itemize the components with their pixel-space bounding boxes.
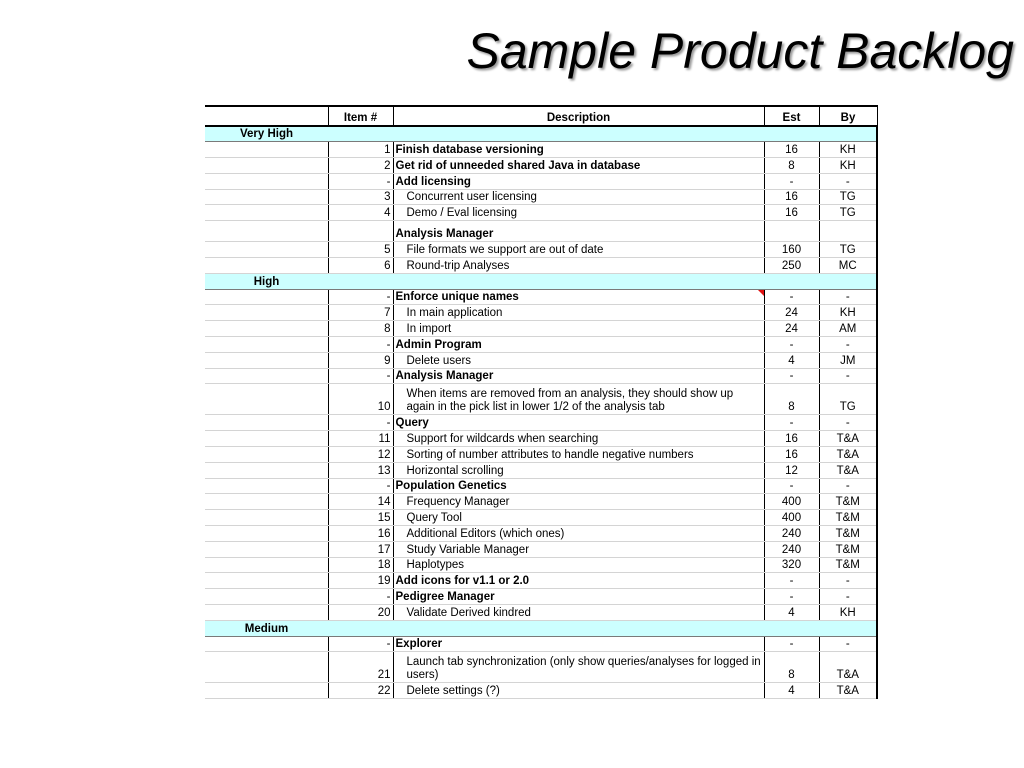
item-description: Analysis Manager xyxy=(393,221,764,242)
item-owner: T&A xyxy=(819,447,877,463)
priority-group-row xyxy=(205,126,877,142)
item-number: 18 xyxy=(328,557,393,573)
table-row xyxy=(205,305,877,321)
item-number: 4 xyxy=(328,205,393,221)
item-estimate: 16 xyxy=(764,447,819,463)
item-description: Analysis Manager xyxy=(393,368,764,384)
table-row xyxy=(205,510,877,526)
item-description: File formats we support are out of date xyxy=(393,242,764,258)
item-number: - xyxy=(328,368,393,384)
item-estimate: 400 xyxy=(764,510,819,526)
item-description: Support for wildcards when searching xyxy=(393,431,764,447)
item-description: Horizontal scrolling xyxy=(393,462,764,478)
item-number: 6 xyxy=(328,258,393,274)
item-owner: MC xyxy=(819,258,877,274)
item-owner: T&M xyxy=(819,557,877,573)
item-number: - xyxy=(328,589,393,605)
table-row xyxy=(205,321,877,337)
item-number: 20 xyxy=(328,605,393,621)
table-row xyxy=(205,258,877,274)
item-owner: - xyxy=(819,636,877,652)
table-row xyxy=(205,289,877,305)
table-row xyxy=(205,242,877,258)
item-owner: KH xyxy=(819,305,877,321)
priority-cell xyxy=(205,557,328,573)
item-number: - xyxy=(328,337,393,353)
priority-cell xyxy=(205,589,328,605)
item-estimate xyxy=(764,221,819,242)
table-row xyxy=(205,589,877,605)
item-owner: TG xyxy=(819,189,877,205)
priority-cell xyxy=(205,305,328,321)
item-estimate: - xyxy=(764,289,819,305)
item-description: Launch tab synchronization (only show queries/analyses for logged in users) xyxy=(393,652,764,683)
priority-band xyxy=(328,126,877,142)
priority-cell xyxy=(205,158,328,174)
priority-cell xyxy=(205,683,328,699)
item-number: 1 xyxy=(328,142,393,158)
priority-cell xyxy=(205,652,328,683)
item-description-with-comment: Enforce unique names xyxy=(393,289,764,305)
item-description: Add icons for v1.1 or 2.0 xyxy=(393,573,764,589)
table-row xyxy=(205,494,877,510)
priority-band xyxy=(328,273,877,289)
table-row xyxy=(205,573,877,589)
priority-cell xyxy=(205,321,328,337)
item-number: 2 xyxy=(328,158,393,174)
item-description: Validate Derived kindred xyxy=(393,605,764,621)
priority-cell xyxy=(205,173,328,189)
slide-title: Sample Product Backlog xyxy=(466,23,1014,79)
item-description: In main application xyxy=(393,305,764,321)
item-number: 22 xyxy=(328,683,393,699)
table-row xyxy=(205,205,877,221)
table-row xyxy=(205,221,877,242)
item-number: 7 xyxy=(328,305,393,321)
priority-cell xyxy=(205,337,328,353)
item-estimate: 240 xyxy=(764,526,819,542)
item-estimate: 24 xyxy=(764,321,819,337)
priority-cell xyxy=(205,605,328,621)
table-row xyxy=(205,636,877,652)
item-number: - xyxy=(328,415,393,431)
item-estimate: 24 xyxy=(764,305,819,321)
item-estimate: - xyxy=(764,636,819,652)
item-estimate: - xyxy=(764,589,819,605)
item-estimate: 4 xyxy=(764,605,819,621)
item-owner: - xyxy=(819,478,877,494)
priority-cell xyxy=(205,189,328,205)
item-description: Population Genetics xyxy=(393,478,764,494)
item-description: Delete settings (?) xyxy=(393,683,764,699)
priority-cell xyxy=(205,478,328,494)
item-description: Add licensing xyxy=(393,173,764,189)
table-row xyxy=(205,478,877,494)
item-number: - xyxy=(328,289,393,305)
item-number: 11 xyxy=(328,431,393,447)
item-owner: T&M xyxy=(819,541,877,557)
item-owner: TG xyxy=(819,384,877,415)
priority-cell xyxy=(205,352,328,368)
item-number: 3 xyxy=(328,189,393,205)
priority-cell xyxy=(205,289,328,305)
table-row xyxy=(205,189,877,205)
item-description: In import xyxy=(393,321,764,337)
table-row xyxy=(205,447,877,463)
item-estimate: 16 xyxy=(764,431,819,447)
item-number: 17 xyxy=(328,541,393,557)
item-number: 12 xyxy=(328,447,393,463)
header-priority xyxy=(205,106,328,126)
table-row xyxy=(205,462,877,478)
item-description: Additional Editors (which ones) xyxy=(393,526,764,542)
item-number: - xyxy=(328,636,393,652)
item-estimate: - xyxy=(764,478,819,494)
item-owner: - xyxy=(819,415,877,431)
item-owner: T&M xyxy=(819,494,877,510)
priority-cell xyxy=(205,205,328,221)
item-estimate: - xyxy=(764,368,819,384)
priority-label: Medium xyxy=(205,620,328,636)
priority-cell xyxy=(205,384,328,415)
header-description: Description xyxy=(393,106,764,126)
item-owner: T&M xyxy=(819,526,877,542)
item-owner: - xyxy=(819,173,877,189)
table-row xyxy=(205,431,877,447)
item-estimate: - xyxy=(764,415,819,431)
table-row xyxy=(205,415,877,431)
item-number: 13 xyxy=(328,462,393,478)
table-row xyxy=(205,337,877,353)
item-number xyxy=(328,221,393,242)
table-row xyxy=(205,526,877,542)
item-estimate: 160 xyxy=(764,242,819,258)
item-estimate: 16 xyxy=(764,205,819,221)
item-description: Study Variable Manager xyxy=(393,541,764,557)
item-owner: T&A xyxy=(819,462,877,478)
item-number: 10 xyxy=(328,384,393,415)
table-row xyxy=(205,352,877,368)
item-description: Round-trip Analyses xyxy=(393,258,764,274)
table-row xyxy=(205,652,877,683)
item-owner: - xyxy=(819,589,877,605)
item-estimate: 400 xyxy=(764,494,819,510)
item-description: Demo / Eval licensing xyxy=(393,205,764,221)
priority-cell xyxy=(205,242,328,258)
item-description: Pedigree Manager xyxy=(393,589,764,605)
item-estimate: 240 xyxy=(764,541,819,557)
item-owner: KH xyxy=(819,142,877,158)
priority-band xyxy=(328,620,877,636)
item-estimate: 4 xyxy=(764,683,819,699)
item-description: Haplotypes xyxy=(393,557,764,573)
header-owner: By xyxy=(819,106,877,126)
priority-cell xyxy=(205,462,328,478)
priority-cell xyxy=(205,415,328,431)
item-owner: T&A xyxy=(819,652,877,683)
item-owner: T&M xyxy=(819,510,877,526)
priority-cell xyxy=(205,573,328,589)
table-row xyxy=(205,142,877,158)
item-estimate: - xyxy=(764,573,819,589)
header-estimate: Est xyxy=(764,106,819,126)
item-number: 5 xyxy=(328,242,393,258)
item-number: 8 xyxy=(328,321,393,337)
item-owner: KH xyxy=(819,605,877,621)
table-row xyxy=(205,541,877,557)
item-description: Concurrent user licensing xyxy=(393,189,764,205)
backlog-table xyxy=(205,105,878,699)
item-owner: JM xyxy=(819,352,877,368)
table-row xyxy=(205,605,877,621)
item-estimate: 8 xyxy=(764,384,819,415)
item-owner: - xyxy=(819,289,877,305)
table-row xyxy=(205,368,877,384)
item-owner: - xyxy=(819,337,877,353)
priority-cell xyxy=(205,431,328,447)
priority-cell xyxy=(205,258,328,274)
item-description: Get rid of unneeded shared Java in database xyxy=(393,158,764,174)
item-number: 19 xyxy=(328,573,393,589)
item-description: Admin Program xyxy=(393,337,764,353)
item-number: - xyxy=(328,173,393,189)
item-estimate: 320 xyxy=(764,557,819,573)
item-estimate: 12 xyxy=(764,462,819,478)
item-estimate: 250 xyxy=(764,258,819,274)
item-estimate: 4 xyxy=(764,352,819,368)
table-row xyxy=(205,158,877,174)
priority-cell xyxy=(205,636,328,652)
item-number: 14 xyxy=(328,494,393,510)
item-owner: - xyxy=(819,573,877,589)
priority-group-row xyxy=(205,273,877,289)
item-estimate: - xyxy=(764,173,819,189)
item-description: Query xyxy=(393,415,764,431)
item-number: 9 xyxy=(328,352,393,368)
item-description: Frequency Manager xyxy=(393,494,764,510)
priority-cell xyxy=(205,541,328,557)
item-owner: TG xyxy=(819,242,877,258)
item-owner: T&A xyxy=(819,431,877,447)
item-owner: T&A xyxy=(819,683,877,699)
item-description: Query Tool xyxy=(393,510,764,526)
item-owner xyxy=(819,221,877,242)
item-owner: AM xyxy=(819,321,877,337)
priority-label: High xyxy=(205,273,328,289)
item-description: Finish database versioning xyxy=(393,142,764,158)
table-row xyxy=(205,384,877,415)
priority-group-row xyxy=(205,620,877,636)
item-owner: - xyxy=(819,368,877,384)
priority-cell xyxy=(205,368,328,384)
item-number: 21 xyxy=(328,652,393,683)
header-row xyxy=(205,106,877,126)
table-row xyxy=(205,173,877,189)
priority-cell xyxy=(205,221,328,242)
item-estimate: - xyxy=(764,337,819,353)
priority-cell xyxy=(205,142,328,158)
backlog-body xyxy=(205,126,877,699)
item-number: - xyxy=(328,478,393,494)
item-description: Delete users xyxy=(393,352,764,368)
table-row xyxy=(205,683,877,699)
item-description: Sorting of number attributes to handle negative numbers xyxy=(393,447,764,463)
header-item-number: Item # xyxy=(328,106,393,126)
priority-cell xyxy=(205,510,328,526)
priority-cell xyxy=(205,447,328,463)
item-estimate: 8 xyxy=(764,158,819,174)
table-row xyxy=(205,557,877,573)
item-estimate: 16 xyxy=(764,142,819,158)
item-owner: KH xyxy=(819,158,877,174)
item-estimate: 8 xyxy=(764,652,819,683)
priority-cell xyxy=(205,526,328,542)
item-number: 16 xyxy=(328,526,393,542)
item-estimate: 16 xyxy=(764,189,819,205)
priority-cell xyxy=(205,494,328,510)
item-number: 15 xyxy=(328,510,393,526)
item-description: When items are removed from an analysis, they should show up again in the pick list in lower 1/2 of the analysis tab xyxy=(393,384,764,415)
item-description: Explorer xyxy=(393,636,764,652)
item-owner: TG xyxy=(819,205,877,221)
priority-label: Very High xyxy=(205,126,328,142)
